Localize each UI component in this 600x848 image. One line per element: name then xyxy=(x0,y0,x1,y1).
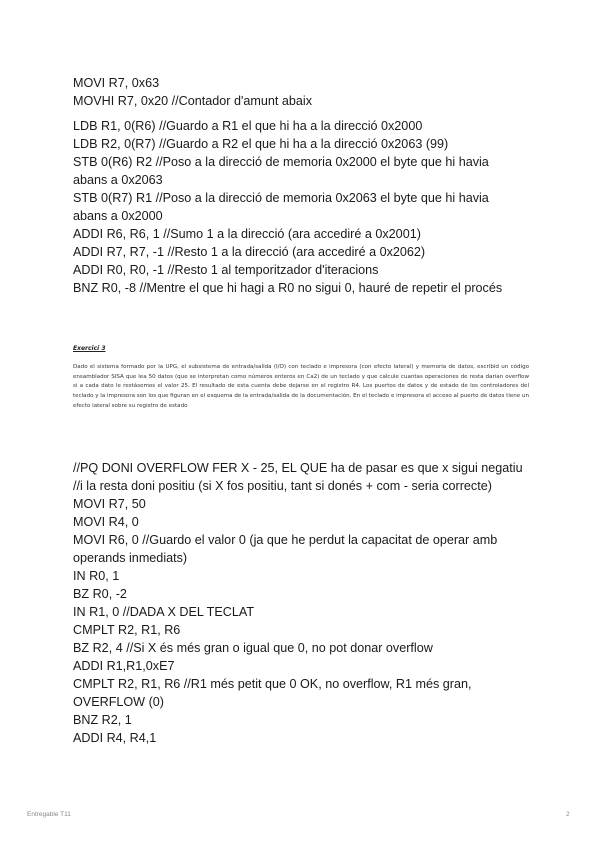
code-line: BNZ R0, -8 //Mentre el que hi hagi a R0 no sigui 0, hauré de repetir el procés xyxy=(73,281,503,295)
code-block-header xyxy=(73,74,543,110)
code-line: ADDI R6, R6, 1 //Sumo 1 a la direcció (ara accediré a 0x2001) xyxy=(73,227,421,241)
code-line: //i la resta doni positiu (si X fos positiu, tant si donés + com - seria correcte) xyxy=(73,479,492,493)
code-line: MOVI R4, 0 xyxy=(73,515,139,529)
code-line: CMPLT R2, R1, R6 //R1 més petit que 0 OK, no overflow, R1 més gran, xyxy=(73,677,472,691)
footer-page-number: 2 xyxy=(566,811,570,818)
footer-document-title: Entregable T11 xyxy=(27,811,71,818)
code-line: ADDI R1,R1,0xE7 xyxy=(73,659,175,673)
exercise-body: Dado el sistema formado por la UPG, el subsistema de entrada/salida (I/O) con teclado e impresora (con efecto lateral) y memoria de datos, escribid un código ensamblador SISA que lea 50 datos (que se interpretan como números enteros en Ca2) de un teclado y que calcule cuantas operaciones de resta darían overflow si a cada dato le restásemos el valor 25. El resultado de esta cuenta debe dejarse en el registro R4. Los puertos de datos y de estado de los controladores del teclado y la impresora son los que figuran en el esquema de la entrada/salida de la documentación. En el teclado e impresora el acceso al puerto de datos tiene un efecto lateral sobre su registro de estado xyxy=(73,364,530,409)
code-line: MOVHI R7, 0x20 //Contador d'amunt abaix xyxy=(73,94,313,108)
exercise-statement xyxy=(73,345,529,412)
code-line: IN R1, 0 //DADA X DEL TECLAT xyxy=(73,605,255,619)
code-line: BZ R0, -2 xyxy=(73,587,127,601)
code-line: STB 0(R6) R2 //Poso a la direcció de memoria 0x2000 el byte que hi havia xyxy=(73,155,489,169)
code-line: MOVI R7, 0x63 xyxy=(73,76,160,90)
exercise-title: Exercici 3 xyxy=(73,345,106,352)
code-line: //PQ DONI OVERFLOW FER X - 25, EL QUE ha de pasar es que x sigui negatiu xyxy=(73,461,523,475)
code-line: ADDI R0, R0, -1 //Resto 1 al temporitzador d'iteracions xyxy=(73,263,379,277)
code-line: LDB R1, 0(R6) //Guardo a R1 el que hi ha a la direcció 0x2000 xyxy=(73,119,423,133)
code-line: ADDI R4, R4,1 xyxy=(73,731,157,745)
code-line: ADDI R7, R7, -1 //Resto 1 a la direcció (ara accediré a 0x2062) xyxy=(73,245,426,259)
code-line: BNZ R2, 1 xyxy=(73,713,132,727)
code-line: MOVI R6, 0 //Guardo el valor 0 (ja que he perdut la capacitat de operar amb xyxy=(73,533,498,547)
code-line: STB 0(R7) R1 //Poso a la direcció de memoria 0x2063 el byte que hi havia xyxy=(73,191,489,205)
code-block-overflow xyxy=(73,459,543,747)
code-line: abans a 0x2000 xyxy=(73,209,163,223)
code-block-swap-loop xyxy=(73,117,543,297)
code-line: abans a 0x2063 xyxy=(73,173,163,187)
code-line: BZ R2, 4 //Si X és més gran o igual que 0, no pot donar overflow xyxy=(73,641,433,655)
code-line: IN R0, 1 xyxy=(73,569,120,583)
code-line: operands inmediats) xyxy=(73,551,188,565)
code-line: CMPLT R2, R1, R6 xyxy=(73,623,181,637)
code-line: OVERFLOW (0) xyxy=(73,695,164,709)
code-line: MOVI R7, 50 xyxy=(73,497,146,511)
code-line: LDB R2, 0(R7) //Guardo a R2 el que hi ha a la direcció 0x2063 (99) xyxy=(73,137,449,151)
